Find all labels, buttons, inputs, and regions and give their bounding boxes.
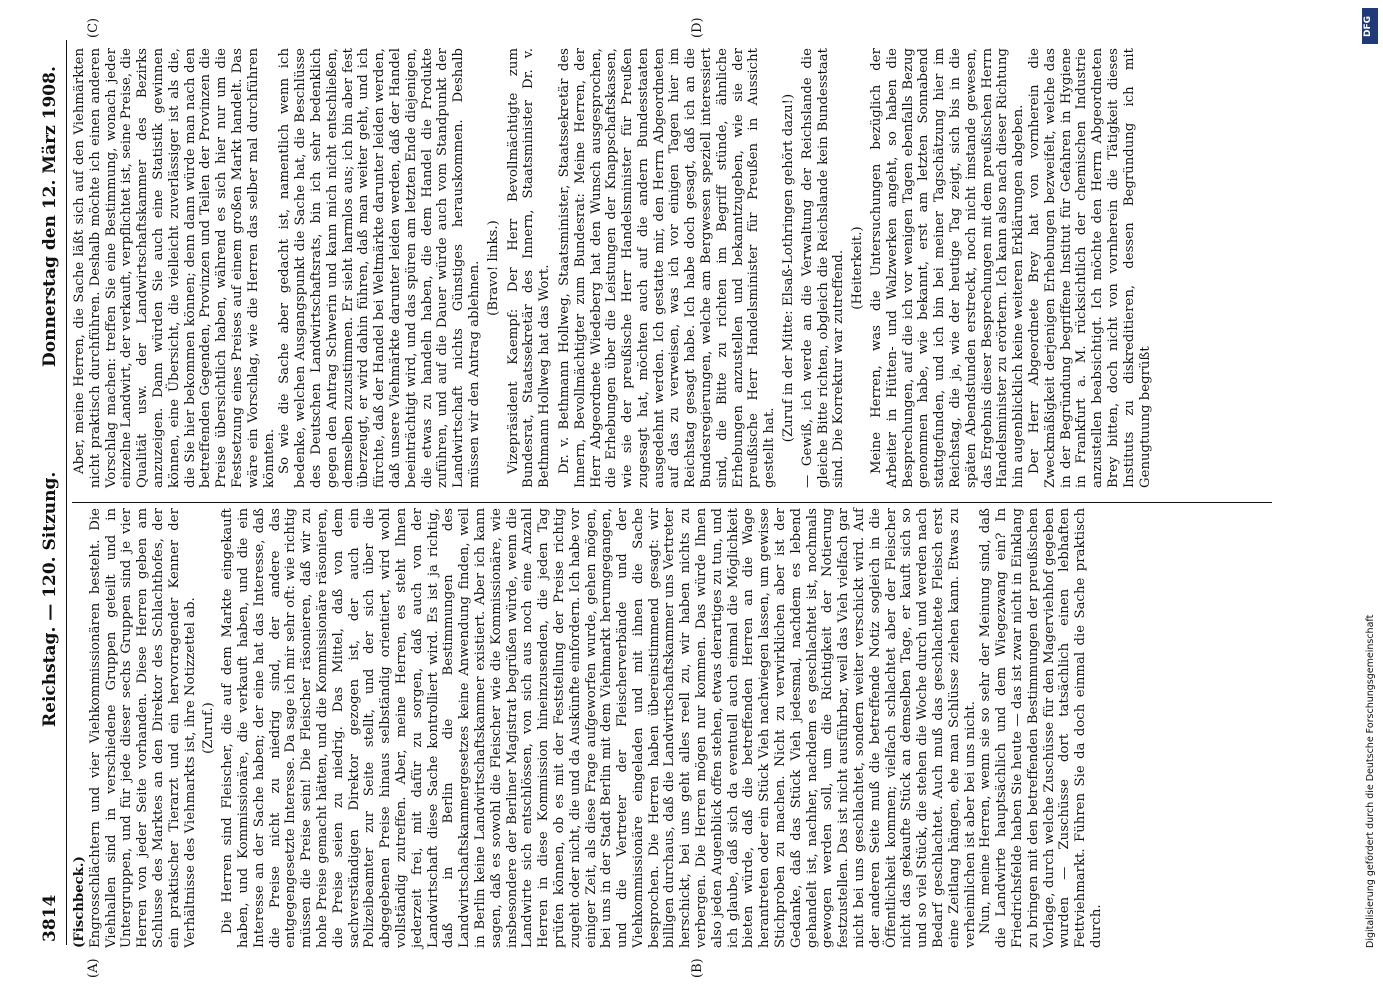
right-column-paragraph: Vizepräsident Kaempf: Der Herr Bevollmächtigte zum Bundesrat, Staatssekretär des Innern, Staatsminister Dr. v. Bethmann Hollweg hat das Wort.	[505, 48, 553, 488]
digitization-credit: Digitalisierung gefördert durch die Deutsche Forschungsgemeinschaft	[1365, 614, 1376, 948]
session-date: Donnerstag den 12. März 1908.	[40, 66, 60, 367]
left-column-paragraph: Die Herren sind Fleischer, die auf dem Markte eingekauft haben, und Kommissionäre, die verkauft haben, und die ein Interesse an der Sache haben; der eine hat das Interesse, daß die Preise nicht zu niedrig sind, der andere das entgegengesetzte Interesse. Da sage ich mir sehr oft: wie richtig müssen die Preise sein! Die Fleischer räsonieren, daß wir zu hohe Preise gemacht hätten, und die Kommissionäre räsonieren, die Preise seien zu niedrig. Das Mittel, daß von dem sachverständigen Direktor gezogen ist, der auch ein Polizeibeamter zur Seite stellt, und der sich über die abgegebenen Preise hinaus selbständig orientiert, wird wohl vollständig zutreffen. Aber, meine Herren, es steht Ihnen jederzeit frei, mit dafür zu sorgen, daß auch von der Landwirtschaft diese Sache kontrolliert wird. Es ist ja richtig, daß in Berlin die Bestimmungen des Landwirtschaftskammergesetzes keine Anwendung finden, weil in Berlin keine Landwirtschaftskammer existiert. Aber ich kann sagen, daß es sowohl die Fleischer wie die Kommissionäre, wie insbesondere der Berliner Magistrat begrüßen würde, wenn die Landwirte sich entschlössen, von sich aus noch eine Anzahl Herren in diese Kommission hineinzusenden, die jeden Tag prüfen können, ob es mit der Feststellung der Preise richtig zugeht oder nicht, die und da Auskünfte einfordern. Ich habe vor einiger Zeit, als diese Frage aufgeworfen wurde, gehen mögen, bei uns in der Stadt Berlin mit dem Viehmarkt herumgegangen, und die Vertreter der Fleischerverbände und der Viehkommissionäre eingeladen und mit ihnen die Sache besprochen. Die Herren haben übereinstimmend gesagt: wir billigen durchaus, daß die Landwirtschaftskammer uns Vertreter herschickt, bei uns geht alles reell zu, wir haben nichts zu verbergen. Die Herren mögen nur kommen. Das würde Ihnen also jeden Augenblick offen stehen, etwas derartiges zu tun, und ich glaube, daß sich da eventuell auch einmal die Möglichkeit bieten würde, daß die betreffenden Herren an die Wage herantreten oder ein Stück Vieh nachwiegen lassen, um gewisse Stichproben zu machen. Nicht zu verwirklichen aber ist der Gedanke, daß das Stück Vieh jedesmal, nachdem es lebend gehandelt ist, nachher, nachdem es geschlachtet ist, nochmals gewogen werden soll, um die Richtigkeit der Notierung festzustellen. Das ist nicht ausführbar, weil das Vieh vielfach gar nicht bei uns geschlachtet, sondern weiter verschickt wird. Auf der anderen Seite muß die betreffende Notiz sogleich in die Öffentlichkeit kommen; vielfach schlachtet aber der Fleischer nicht das gekaufte Stück an demselben Tage, er kauft sich so und so viel Stück, die stehen die Woche durch und werden nach Bedarf geschlachtet. Auch muß das geschlachtete Fleisch erst eine Zeitlang hängen, ehe man Schlüsse ziehen kann. Etwas zu verheimlichen ist aber bei uns nicht.	[220, 508, 978, 948]
left-column-paragraph: Engrosschlächtern und vier Viehkommissionären besteht. Die Viehhallen sind in verschiedene Gruppen geteilt und in Untergruppen, und für jede dieser sechs Gruppen sind je vier Herren von jeder Seite vorhanden. Diese Herren geben am Schlusse des Marktes an den Direktor des Schlachthofes, der ein praktischer Tierarzt und ein hervorragender Kenner der Verhältnisse des Viehmarkts ist, ihre Notizzettel ab.	[87, 508, 198, 948]
right-column-paragraph: Meine Herren, was die Untersuchungen bezüglich der Arbeiter in Hütten- und Walzwerken angeht, so haben die Besprechungen, auf die ich vor wenigen Tagen ebenfalls Bezug genommen habe, wie bekannt, erst am letzten Sonnabend stattgefunden, und ich bin bei meiner Tagschätzung hier im Reichstag, die ja, wie der heutige Tag zeigt, sich bis in die späten Abendstunden erstreckt, noch nicht imstande gewesen, das Ergebnis dieser Besprechungen mit dem preußischen Herrn Handelsminister zu erörtern. Ich kann also nach dieser Richtung hin augenblicklich keine weiteren Erklärungen abgeben.	[869, 48, 1027, 488]
right-column-paragraph: (Heiterkeit.)	[850, 226, 866, 310]
left-column-paragraph: Nun, meine Herren, wenn sie so sehr der Meinung sind, daß die Landwirte hauptsächlich und dem Wiegezwang ein? In Friedrichsfelde haben Sie heute — das ist zwar nicht in Einklang zu bringen mit den betreffenden Bestimmungen der preußischen Vorlage, durch welche Zuschüsse für den Magerviehhof gegeben wurden — Zuschüsse dort tatsächlich einen lebhaften Fettviehmarkt. Führen Sie da doch einmal die Sache praktisch durch.	[978, 508, 1104, 948]
session-title: Reichstag. — 120. Sitzung.	[40, 471, 60, 727]
margin-mark-d: (D)	[690, 17, 705, 38]
right-text-column	[72, 48, 1153, 488]
left-paragraphs	[88, 508, 1105, 948]
left-column-paragraph: (Zuruf.)	[201, 702, 217, 754]
right-column-paragraph: Dr. v. Bethmann Hollweg, Staatsminister, Staatssekretär des Innern, Bevollmächtigter zum Bundesrat: Meine Herren, der Herr Abgeordnete Wiedeberg hat den Wunsch ausgesprochen, die Erhebungen über die Leistungen der Knappschaftskassen, wie sie der preußische Herr Handelsminister für Preußen zugesagt hat, möchten auch auf die andern Bundesstaaten ausgedehnt werden. Ich gestatte mir, den Herrn Abgeordneten auf das zu verweisen, was ich vor einigen Tagen hier im Reichstag gesagt habe. Ich habe doch gesagt, daß ich an die Bundesregierungen, welche am Bergwesen speziell interessiert sind, die Bitte zu richten im Begriff stünde, ähnliche Erhebungen anzustellen und bekanntzugeben, wie sie der preußische Herr Handelsminister für Preußen in Aussicht gestellt hat.	[556, 48, 778, 488]
page-header	[40, 27, 64, 982]
right-column-paragraph: — Gewiß, ich werde an die Verwaltung der Reichslande die gleiche Bitte richten, obgleich die Reichslande kein Bundesstaat sind. Die Korrektur war zutreffend.	[799, 48, 847, 488]
margin-mark-a: (A)	[86, 958, 101, 978]
margin-mark-b: (B)	[690, 958, 705, 978]
column-divider	[72, 502, 1272, 503]
right-paragraphs	[72, 48, 1153, 488]
right-column-paragraph: Der Herr Abgeordnete Brey hat von vornherein die Zweckmäßigkeit derjenigen Erhebungen bezweifelt, welche das in der Begründung begriffene Institut für Gefahren in Hygiene in Frankfurt a. M. rücksichtlich der chemischen Industrie anzustellen beabsichtigt. Ich möchte den Herrn Abgeordneten Brey bitten, doch nicht von vornherein die Tätigkeit dieses Instituts zu diskreditieren, dessen Begründung ich mit Genugtuung begrüßt	[1027, 48, 1153, 488]
header-rule	[66, 40, 67, 945]
right-column-paragraph: (Zuruf in der Mitte: Elsaß-Lothringen gehört dazu!)	[781, 93, 797, 443]
right-column-paragraph: Aber, meine Herren, die Sache läßt sich auf den Viehmärkten nicht praktisch durchführen. Deshalb möchte ich einen anderen Vorschlag machen: treffen Sie eine Bestimmung, wonach jeder einzelne Landwirt, der verkauft, verpflichtet ist, seine Preise, die Qualität usw. der Landwirtschaftskammer des Bezirks anzuzeigen. Dann würden Sie auch eine Statistik gewinnen können, eine Übersicht, die vielleicht zuverlässiger ist als die, die Sie hier bekommen können; denn dann würde man nach den betreffenden Gegenden, Provinzen und Teilen der Provinzen die Preise übersichtlich haben, während es sich hier nur um die Festsetzung eines Preises auf einem großen Markt handelt. Das wäre ein Vorschlag, wie die Herren das selber mal durchführen könnten.	[72, 48, 277, 488]
right-column-paragraph: So wie die Sache aber gedacht ist, namentlich wenn ich bedenke, welchen Ausgangspunkt die Sache hat, die Beschlüsse des Deutschen Landwirtschaftsrats, bin ich sehr bedenklich gegen den Antrag Schwerin und kann mich nicht entschließen, demselben zuzustimmen. Er sieht harmlos aus; ich bin aber fest überzeugt, er wird dahin führen, daß man weiter geht, und ich fürchte, daß der Handel bei Weltmärkte darunter leiden werden, daß unsere Viehmärkte darunter leiden werden, daß der Handel beeinträchtigt wird, und das spüren am letzten Ende diejenigen, die etwas zu handeln haben, die dem Handel die Produkte zuführen, und auf die Dauer würde auch vom Standpunkt der Landwirtschaft nichts Günstiges herauskommen. Deshalb müssen wir den Antrag ablehnen.	[277, 48, 482, 488]
speaker-prefix: (Fischbeck.)	[72, 856, 87, 948]
margin-mark-c: (C)	[86, 17, 101, 38]
dfg-logo	[1362, 8, 1378, 44]
right-column-paragraph: (Bravo! links.)	[485, 220, 501, 316]
left-text-column	[72, 508, 1105, 948]
page-number: 3814	[40, 894, 60, 942]
dfg-logo-text: DFG	[1363, 15, 1373, 37]
